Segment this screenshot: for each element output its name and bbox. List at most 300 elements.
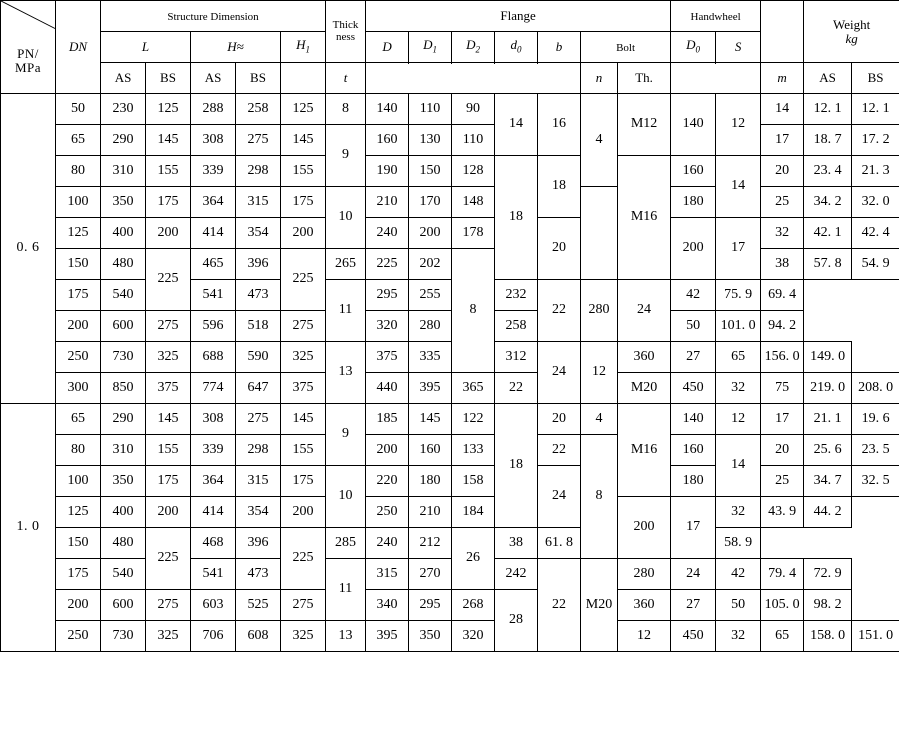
dn-value: 300 (56, 373, 101, 404)
dn-value: 50 (56, 94, 101, 125)
table-row (1, 187, 899, 218)
h-as: 541 (191, 559, 236, 590)
weight-bs: 32. 0 (852, 187, 899, 218)
n-value: 12 (581, 342, 618, 404)
dn-value: 100 (56, 187, 101, 218)
l-as: 600 (101, 590, 146, 621)
d2-value: 158 (452, 466, 495, 497)
h-as: 308 (191, 404, 236, 435)
s-value: 14 (716, 156, 761, 218)
header-D2: $D_2$ (452, 32, 495, 63)
d0-handwheel: 200 (671, 218, 716, 280)
d0-handwheel: 450 (671, 373, 716, 404)
table-row (1, 621, 899, 652)
d0-handwheel: 180 (671, 466, 716, 497)
weight-as: 25. 6 (804, 435, 852, 466)
d-value: 140 (366, 94, 409, 125)
h1-bs: 225 (281, 249, 326, 311)
l-as: 400 (101, 497, 146, 528)
dn-value: 125 (56, 497, 101, 528)
h-bs: 647 (236, 373, 281, 404)
b-value: 18 (538, 156, 581, 218)
l-as: 540 (101, 280, 146, 311)
dn-value: 200 (56, 311, 101, 342)
h-as: 603 (191, 590, 236, 621)
h-as: 308 (191, 125, 236, 156)
b-value: 20 (538, 404, 581, 435)
s-value: 24 (618, 280, 671, 342)
weight-bs: 54. 9 (852, 249, 899, 280)
header-L-AS: AS (101, 63, 146, 94)
b-value: 28 (495, 590, 538, 652)
h-as: 364 (191, 187, 236, 218)
d1-value: 270 (409, 559, 452, 590)
t-value: 10 (326, 466, 366, 528)
header-n: n (581, 63, 618, 94)
table-row (1, 249, 899, 280)
h1-bs: 155 (281, 156, 326, 187)
th-value: M20 (618, 373, 671, 404)
header-D: D (366, 32, 409, 63)
d1-value: 225 (366, 249, 409, 280)
d0-handwheel: 180 (671, 187, 716, 218)
m-value: 50 (716, 590, 761, 621)
dn-value: 250 (56, 342, 101, 373)
weight-as: 79. 4 (761, 559, 804, 590)
d1-value: 335 (409, 342, 452, 373)
l-bs: 325 (146, 621, 191, 652)
h1-bs: 275 (281, 590, 326, 621)
dn-value: 65 (56, 404, 101, 435)
h-as: 541 (191, 280, 236, 311)
weight-as: 75. 9 (716, 280, 761, 311)
b-value: 26 (452, 528, 495, 590)
m-value: 65 (716, 342, 761, 373)
n-value: 4 (581, 404, 618, 435)
d-value: 265 (326, 249, 366, 280)
h-bs: 525 (236, 590, 281, 621)
h-bs: 396 (236, 249, 281, 280)
s-value: 12 (716, 94, 761, 156)
header-L-BS: BS (146, 63, 191, 94)
h-bs: 315 (236, 187, 281, 218)
weight-as: 34. 7 (804, 466, 852, 497)
d2-value: 184 (452, 497, 495, 528)
l-as: 230 (101, 94, 146, 125)
h-as: 688 (191, 342, 236, 373)
h1-bs: 145 (281, 125, 326, 156)
t-value: 11 (326, 280, 366, 342)
table-row (1, 280, 899, 311)
table-row (1, 559, 899, 590)
h-as: 706 (191, 621, 236, 652)
weight-bs: 44. 2 (804, 497, 852, 528)
d2-value: 312 (495, 342, 538, 373)
weight-bs: 58. 9 (716, 528, 761, 559)
l-bs: 155 (146, 435, 191, 466)
d1-value: 145 (409, 404, 452, 435)
d2-value: 133 (452, 435, 495, 466)
h-as: 339 (191, 156, 236, 187)
d0-handwheel: 280 (581, 280, 618, 342)
table-row (1, 218, 899, 249)
l-as: 730 (101, 342, 146, 373)
table-row (1, 94, 899, 125)
n-value: 8 (452, 249, 495, 373)
m-value: 38 (495, 528, 538, 559)
d0-handwheel: 360 (618, 590, 671, 621)
d0-value: 22 (538, 559, 581, 652)
s-value: 12 (716, 404, 761, 435)
d1-value: 350 (409, 621, 452, 652)
h-bs: 518 (236, 311, 281, 342)
d2-value: 202 (409, 249, 452, 280)
table-row (1, 404, 899, 435)
weight-bs: 21. 3 (852, 156, 899, 187)
weight-bs: 69. 4 (761, 280, 804, 311)
b-value: 24 (538, 342, 581, 404)
d1-value: 150 (409, 156, 452, 187)
header-weight-BS: BS (852, 63, 899, 94)
d1-value: 170 (409, 187, 452, 218)
m-value: 42 (716, 559, 761, 590)
d0-value: 22 (495, 373, 538, 404)
weight-bs: 42. 4 (852, 218, 899, 249)
header-H1: $H_1$ (281, 32, 326, 63)
m-value: 20 (761, 435, 804, 466)
h-as: 288 (191, 94, 236, 125)
weight-as: 57. 8 (804, 249, 852, 280)
d2-value: 268 (452, 590, 495, 621)
dn-value: 150 (56, 528, 101, 559)
d2-value: 365 (452, 373, 495, 404)
header-L: L (101, 32, 191, 63)
weight-bs: 17. 2 (852, 125, 899, 156)
dn-value: 125 (56, 218, 101, 249)
b-value: 22 (538, 435, 581, 466)
t-value: 13 (326, 342, 366, 404)
table-row (1, 342, 899, 373)
dn-value: 80 (56, 435, 101, 466)
l-bs: 275 (146, 311, 191, 342)
l-bs: 375 (146, 373, 191, 404)
l-as: 850 (101, 373, 146, 404)
h-bs: 315 (236, 466, 281, 497)
th-value: M16 (618, 404, 671, 497)
l-as: 310 (101, 435, 146, 466)
s-value: 17 (671, 497, 716, 559)
header-m: m (761, 63, 804, 94)
weight-as: 21. 1 (804, 404, 852, 435)
d0-handwheel: 280 (618, 559, 671, 590)
d2-value: 232 (495, 280, 538, 311)
d2-value: 242 (495, 559, 538, 590)
l-bs: 325 (146, 342, 191, 373)
weight-bs: 151. 0 (852, 621, 899, 652)
weight-bs: 208. 0 (852, 373, 899, 404)
d2-value: 90 (452, 94, 495, 125)
header-H: H≈ (191, 32, 281, 63)
table-row (1, 466, 899, 497)
d-value: 295 (366, 280, 409, 311)
m-value: 20 (761, 156, 804, 187)
weight-as: 42. 1 (804, 218, 852, 249)
d1-value: 160 (409, 435, 452, 466)
m-value: 32 (716, 497, 761, 528)
d0-handwheel: 140 (671, 94, 716, 156)
d2-value: 122 (452, 404, 495, 435)
weight-as: 12. 1 (804, 94, 852, 125)
d1-value: 295 (409, 590, 452, 621)
b-value: 22 (538, 280, 581, 342)
m-value: 17 (761, 125, 804, 156)
d1-value: 240 (366, 528, 409, 559)
l-as: 480 (101, 249, 146, 280)
h1-bs: 275 (281, 311, 326, 342)
h-bs: 354 (236, 218, 281, 249)
h-bs: 354 (236, 497, 281, 528)
h-bs: 473 (236, 280, 281, 311)
l-as: 350 (101, 466, 146, 497)
d1-value: 110 (409, 94, 452, 125)
n-value (581, 187, 618, 280)
d-value: 160 (366, 125, 409, 156)
dn-value: 175 (56, 280, 101, 311)
header-row-1 (1, 1, 899, 32)
h-bs: 275 (236, 125, 281, 156)
d1-value: 395 (409, 373, 452, 404)
table-row (1, 435, 899, 466)
s-value: 32 (716, 373, 761, 404)
dn-value: 200 (56, 590, 101, 621)
header-H-BS: BS (236, 63, 281, 94)
header-weight: Weight kg (804, 1, 899, 63)
weight-bs: 149. 0 (804, 342, 852, 373)
d-value: 240 (366, 218, 409, 249)
table-row (1, 156, 899, 187)
d0-value: 18 (495, 404, 538, 528)
s-value: 32 (716, 621, 761, 652)
m-value: 25 (761, 187, 804, 218)
pn-value: 1. 0 (1, 404, 56, 652)
d0-value: 14 (495, 94, 538, 156)
header-D1: $D_1$ (409, 32, 452, 63)
l-bs: 225 (146, 249, 191, 311)
h-bs: 396 (236, 528, 281, 559)
h-bs: 298 (236, 156, 281, 187)
dn-value: 250 (56, 621, 101, 652)
n-value: 8 (581, 435, 618, 559)
d0-handwheel: 140 (671, 404, 716, 435)
h-bs: 608 (236, 621, 281, 652)
h1-bs: 225 (281, 528, 326, 590)
table-body (1, 94, 899, 652)
table-row (1, 125, 899, 156)
weight-bs: 19. 6 (852, 404, 899, 435)
header-dn: DN (56, 1, 101, 94)
h1-bs: 175 (281, 187, 326, 218)
d-value: 285 (326, 528, 366, 559)
t-value: 10 (326, 187, 366, 249)
h1-bs: 145 (281, 404, 326, 435)
header-flange: Flange (366, 1, 671, 32)
l-as: 480 (101, 528, 146, 559)
h1-bs: 375 (281, 373, 326, 404)
weight-as: 156. 0 (761, 342, 804, 373)
header-pn-line2: MPa (14, 60, 42, 75)
d2-value: 110 (452, 125, 495, 156)
s-value: 14 (716, 435, 761, 497)
weight-as: 158. 0 (804, 621, 852, 652)
weight-as: 101. 0 (716, 311, 761, 342)
dn-value: 100 (56, 466, 101, 497)
l-as: 290 (101, 404, 146, 435)
l-bs: 155 (146, 156, 191, 187)
d2-value: 212 (409, 528, 452, 559)
weight-as: 105. 0 (761, 590, 804, 621)
dn-value: 175 (56, 559, 101, 590)
header-pn (1, 1, 56, 94)
header-d0: $d_0$ (495, 32, 538, 63)
l-bs: 200 (146, 218, 191, 249)
h-bs: 298 (236, 435, 281, 466)
l-as: 600 (101, 311, 146, 342)
weight-bs: 94. 2 (761, 311, 804, 342)
weight-bs: 72. 9 (804, 559, 852, 590)
h1-bs: 325 (281, 342, 326, 373)
h-as: 414 (191, 218, 236, 249)
h-bs: 473 (236, 559, 281, 590)
d-value: 190 (366, 156, 409, 187)
dn-value: 80 (56, 156, 101, 187)
d-value: 210 (366, 187, 409, 218)
l-as: 290 (101, 125, 146, 156)
weight-bs: 98. 2 (804, 590, 852, 621)
s-value: 27 (671, 590, 716, 621)
b-value: 16 (538, 94, 581, 156)
m-value: 75 (761, 373, 804, 404)
l-bs: 145 (146, 404, 191, 435)
weight-as: 61. 8 (538, 528, 581, 559)
s-value: 27 (671, 342, 716, 373)
h-as: 465 (191, 249, 236, 280)
d0-handwheel: 160 (671, 156, 716, 187)
weight-as: 43. 9 (761, 497, 804, 528)
th-value: M20 (581, 559, 618, 652)
d2-value: 258 (495, 311, 538, 342)
d1-value: 280 (409, 311, 452, 342)
t-value: 9 (326, 125, 366, 187)
weight-as: 219. 0 (804, 373, 852, 404)
l-as: 400 (101, 218, 146, 249)
header-thickness: Thick ness (326, 1, 366, 63)
d-value: 250 (366, 497, 409, 528)
weight-bs: 12. 1 (852, 94, 899, 125)
header-structure-dimension: Structure Dimension (101, 1, 326, 32)
header-D0-handwheel: $D_0$ (671, 32, 716, 63)
table-row (1, 528, 899, 559)
m-value: 17 (761, 404, 804, 435)
s-value: 24 (671, 559, 716, 590)
table-row (1, 373, 899, 404)
l-bs: 225 (146, 528, 191, 590)
weight-bs: 23. 5 (852, 435, 899, 466)
d1-value: 200 (409, 218, 452, 249)
h1-bs: 125 (281, 94, 326, 125)
d0-handwheel: 450 (671, 621, 716, 652)
table-row (1, 311, 899, 342)
table-row (1, 590, 899, 621)
d1-value: 130 (409, 125, 452, 156)
d-value: 375 (366, 342, 409, 373)
d-value: 315 (366, 559, 409, 590)
n-value: 12 (618, 621, 671, 652)
d-value: 185 (366, 404, 409, 435)
header-weight-AS: AS (804, 63, 852, 94)
h-as: 339 (191, 435, 236, 466)
l-bs: 200 (146, 497, 191, 528)
l-bs: 175 (146, 466, 191, 497)
m-value: 50 (671, 311, 716, 342)
dn-value: 65 (56, 125, 101, 156)
d1-value: 255 (409, 280, 452, 311)
m-value: 38 (761, 249, 804, 280)
d-value: 440 (366, 373, 409, 404)
header-t: t (326, 63, 366, 94)
h1-bs: 325 (281, 621, 326, 652)
d0-value: 18 (495, 156, 538, 280)
d-value: 220 (366, 466, 409, 497)
header-th: Th. (618, 63, 671, 94)
t-value: 8 (326, 94, 366, 125)
h1-bs: 200 (281, 497, 326, 528)
m-value: 42 (671, 280, 716, 311)
l-bs: 145 (146, 125, 191, 156)
b-value: 24 (538, 466, 581, 528)
h-bs: 590 (236, 342, 281, 373)
header-pn-line1: PN/ (17, 46, 39, 62)
n-value: 4 (581, 94, 618, 187)
l-as: 310 (101, 156, 146, 187)
h-bs: 258 (236, 94, 281, 125)
h-as: 468 (191, 528, 236, 559)
b-value: 20 (538, 218, 581, 280)
h-as: 414 (191, 497, 236, 528)
l-bs: 175 (146, 187, 191, 218)
t-value: 11 (326, 559, 366, 621)
d1-value: 210 (409, 497, 452, 528)
m-value: 32 (761, 218, 804, 249)
l-as: 350 (101, 187, 146, 218)
m-value: 14 (761, 94, 804, 125)
d0-handwheel: 200 (618, 497, 671, 559)
weight-as: 34. 2 (804, 187, 852, 218)
h-as: 364 (191, 466, 236, 497)
header-b: b (538, 32, 581, 63)
d2-value: 148 (452, 187, 495, 218)
l-as: 540 (101, 559, 146, 590)
d0-handwheel: 160 (671, 435, 716, 466)
d-value: 395 (366, 621, 409, 652)
h-bs: 275 (236, 404, 281, 435)
h1-bs: 200 (281, 218, 326, 249)
header-S: S (716, 32, 761, 63)
weight-as: 23. 4 (804, 156, 852, 187)
l-bs: 125 (146, 94, 191, 125)
weight-as: 18. 7 (804, 125, 852, 156)
l-as: 730 (101, 621, 146, 652)
s-value: 17 (716, 218, 761, 280)
